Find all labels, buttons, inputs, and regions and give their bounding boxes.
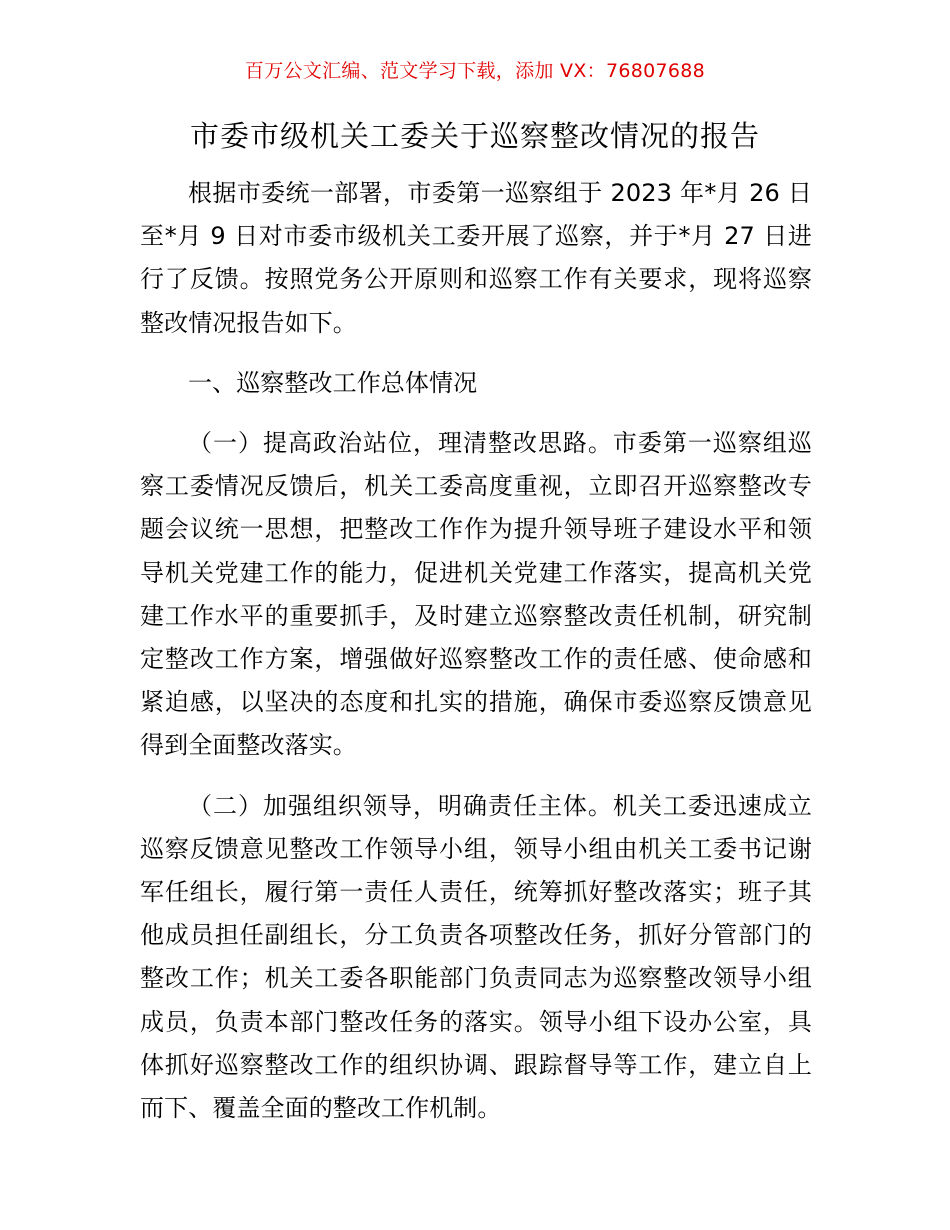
paragraph-subsection-1: （一）提高政治站位，理清整改思路。市委第一巡察组巡察工委情况反馈后，机关工委高度重视，立即召开巡察整改专题会议统一思想，把整改工作作为提升领导班子建设水平和领导机关党建工作的能力，促进机关党建工作落实，提高机关党建工作水平的重要抓手，及时建立巡察整改责任机制，研究制定整改工作方案，增强做好巡察整改工作的责任感、使命感和紧迫感，以坚决的态度和扎实的措施，确保市委巡察反馈意见得到全面整改落实。 (140, 429, 812, 760)
document-title: 市委市级机关工委关于巡察整改情况的报告 (189, 119, 760, 153)
watermark-header: 百万公文汇编、范文学习下载，添加 VX：76807688 (244, 60, 706, 82)
section-heading-1: 一、巡察整改工作总体情况 (188, 368, 478, 397)
paragraph-subsection-2: （二）加强组织领导，明确责任主体。机关工委迅速成立巡察反馈意见整改工作领导小组，领导小组由机关工委书记谢军任组长，履行第一责任人责任，统筹抓好整改落实；班子其他成员担任副组长，分工负责各项整改任务，抓好分管部门的整改工作；机关工委各职能部门负责同志为巡察整改领导小组成员，负责本部门整改任务的落实。领导小组下设办公室，具体抓好巡察整改工作的组织协调、跟踪督导等工作，建立自上而下、覆盖全面的整改工作机制。 (140, 791, 812, 1123)
paragraph-intro: 根据市委统一部署，市委第一巡察组于 2023 年*月 26 日至*月 9 日对市委市级机关工委开展了巡察，并于*月 27 日进行了反馈。按照党务公开原则和巡察工作有关要求，现将巡察整改情况报告如下。 (140, 179, 812, 337)
document-body (140, 172, 812, 1130)
